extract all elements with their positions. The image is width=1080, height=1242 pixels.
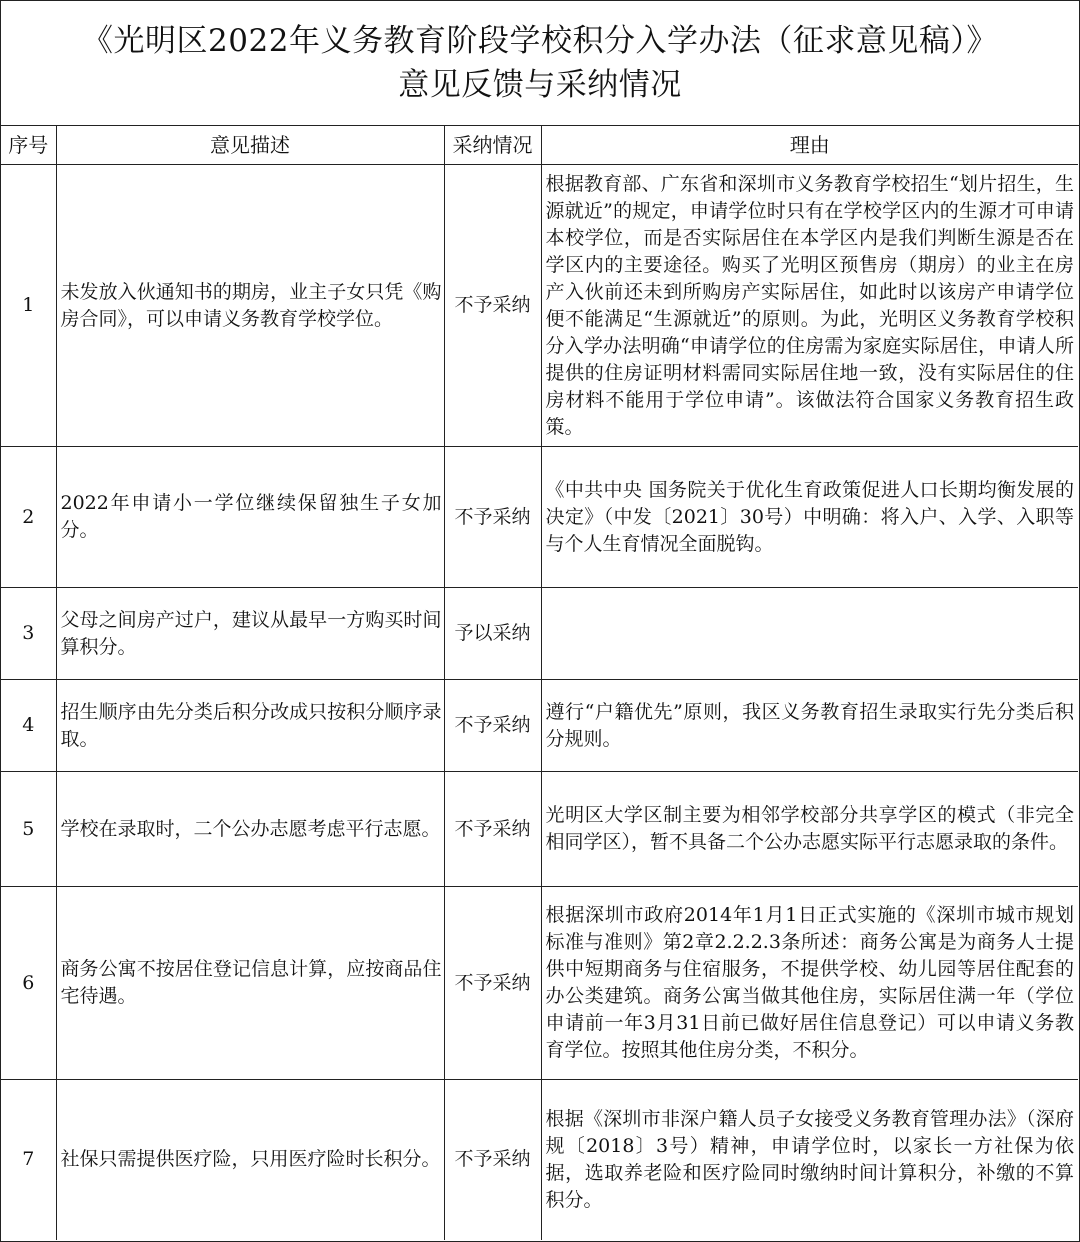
row-desc: 招生顺序由先分类后积分改成只按积分顺序录取。 [56,680,444,772]
header-no: 序号 [1,126,56,165]
row-no: 6 [1,887,56,1080]
row-desc: 父母之间房产过户，建议从最早一方购买时间算积分。 [56,588,444,680]
row-status: 不予采纳 [444,680,541,772]
row-desc: 2022年申请小一学位继续保留独生子女加分。 [56,447,444,588]
table-row [1,1080,1078,1240]
row-no: 7 [1,1080,56,1240]
table-row [1,772,1078,887]
row-no: 1 [1,165,56,447]
title-line-2: 意见反馈与采纳情况 [398,67,682,103]
row-status: 不予采纳 [444,165,541,447]
row-status: 不予采纳 [444,887,541,1080]
header-reason: 理由 [541,126,1078,165]
row-status: 不予采纳 [444,1080,541,1240]
table-row [1,588,1078,680]
document-title [1,1,1079,126]
row-status: 予以采纳 [444,588,541,680]
table-row [1,447,1078,588]
row-no: 4 [1,680,56,772]
row-status: 不予采纳 [444,447,541,588]
table-row [1,887,1078,1080]
title-line-1: 《光明区2022年义务教育阶段学校积分入学办法（征求意见稿）》 [82,23,998,59]
row-reason: 根据《深圳市非深户籍人员子女接受义务教育管理办法》（深府规〔2018〕3号）精神，申请学位时，以家长一方社保为依据，选取养老险和医疗险同时缴纳时间计算积分，补缴的不算积分。 [541,1080,1078,1240]
row-desc: 商务公寓不按居住登记信息计算，应按商品住宅待遇。 [56,887,444,1080]
row-reason: 遵行“户籍优先”原则，我区义务教育招生录取实行先分类后积分规则。 [541,680,1078,772]
row-no: 5 [1,772,56,887]
row-reason [541,588,1078,680]
row-no: 2 [1,447,56,588]
row-desc: 社保只需提供医疗险，只用医疗险时长积分。 [56,1080,444,1240]
row-status: 不予采纳 [444,772,541,887]
row-reason: 根据教育部、广东省和深圳市义务教育学校招生“划片招生，生源就近”的规定，申请学位时只有在学校学区内的生源才可申请本校学位，而是否实际居住在本学区内是我们判断生源是否在学区内的主要途径。购买了光明区预售房（期房）的业主在房产入伙前还未到所购房产实际居住，如此时以该房产申请学位便不能满足“生源就近”的原则。为此，光明区义务教育学校积分入学办法明确“申请学位的住房需为家庭实际居住，申请人所提供的住房证明材料需同实际居住地一致，没有实际居住的住房材料不能用于学位申请”。该做法符合国家义务教育招生政策。 [541,165,1078,447]
table-row [1,680,1078,772]
row-desc: 学校在录取时，二个公办志愿考虑平行志愿。 [56,772,444,887]
feedback-table [1,126,1078,1240]
row-desc: 未发放入伙通知书的期房，业主子女只凭《购房合同》，可以申请义务教育学校学位。 [56,165,444,447]
row-no: 3 [1,588,56,680]
row-reason: 光明区大学区制主要为相邻学校部分共享学区的模式（非完全相同学区），暂不具备二个公办志愿实际平行志愿录取的条件。 [541,772,1078,887]
table-row [1,165,1078,447]
row-reason: 《中共中央 国务院关于优化生育政策促进人口长期均衡发展的决定》（中发〔2021〕30号）中明确：将入户、入学、入职等与个人生育情况全面脱钩。 [541,447,1078,588]
table-header-row [1,126,1078,165]
header-status: 采纳情况 [444,126,541,165]
header-desc: 意见描述 [56,126,444,165]
row-reason: 根据深圳市政府2014年1月1日正式实施的《深圳市城市规划标准与准则》第2章2.2.2.3条所述：商务公寓是为商务人士提供中短期商务与住宿服务，不提供学校、幼儿园等居住配套的办公类建筑。商务公寓当做其他住房，实际居住满一年（学位申请前一年3月31日前已做好居住信息登记）可以申请义务教育学位。按照其他住房分类，不积分。 [541,887,1078,1080]
